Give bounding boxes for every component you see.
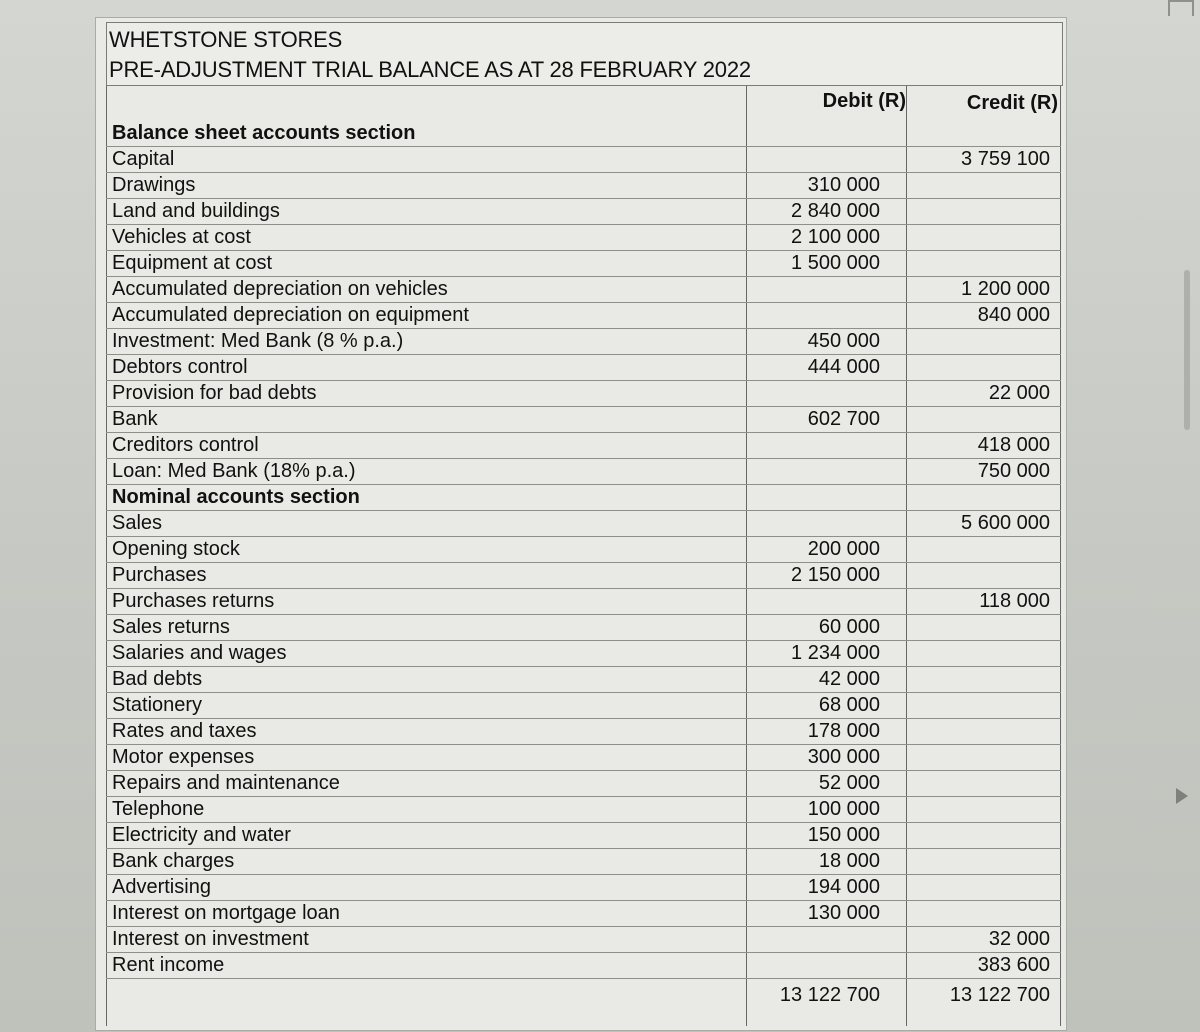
title-block — [106, 22, 1063, 86]
row-debit-value: 444 000 — [807, 356, 880, 378]
row-label: Land and buildings — [112, 200, 280, 222]
row-credit-value: 418 000 — [977, 434, 1050, 456]
row-label: Balance sheet accounts section — [112, 122, 416, 144]
debit-column-header: Debit (R) — [822, 90, 906, 112]
row-debit-value: 52 000 — [818, 772, 880, 794]
total-credit: 13 122 700 — [949, 984, 1050, 1006]
row-debit-value: 1 234 000 — [791, 642, 880, 664]
trial-balance-grid — [106, 86, 1061, 1028]
row-label: Rates and taxes — [112, 720, 257, 742]
row-debit-value: 100 000 — [807, 798, 880, 820]
row-label: Purchases — [112, 564, 207, 586]
next-arrow-icon[interactable] — [1176, 788, 1188, 804]
row-label: Investment: Med Bank (8 % p.a.) — [112, 330, 404, 352]
row-debit-value: 42 000 — [818, 668, 880, 690]
table-row — [106, 406, 1061, 433]
row-label: Creditors control — [112, 434, 259, 456]
table-row — [106, 120, 1061, 147]
row-debit-value: 150 000 — [807, 824, 880, 846]
row-credit-value: 118 000 — [979, 590, 1050, 612]
table-row — [106, 900, 1061, 927]
row-credit-value: 1 200 000 — [961, 278, 1050, 300]
table-row — [106, 692, 1061, 719]
table-row — [106, 822, 1061, 849]
table-row — [106, 198, 1061, 225]
report-title: PRE-ADJUSTMENT TRIAL BALANCE AS AT 28 FEBRUARY 2022 — [109, 57, 751, 82]
row-debit-value: 1 500 000 — [791, 252, 880, 274]
row-debit-value: 602 700 — [807, 408, 880, 430]
row-label: Repairs and maintenance — [112, 772, 340, 794]
row-label: Accumulated depreciation on vehicles — [112, 278, 448, 300]
row-debit-value: 300 000 — [807, 746, 880, 768]
row-credit-value: 5 600 000 — [961, 512, 1050, 534]
table-row — [106, 172, 1061, 199]
table-row — [106, 562, 1061, 589]
row-debit-value: 18 000 — [818, 850, 880, 872]
totals-row — [106, 984, 1061, 1010]
vertical-scrollbar[interactable] — [1184, 270, 1190, 430]
row-label: Salaries and wages — [112, 642, 287, 664]
row-label: Nominal accounts section — [112, 486, 360, 508]
row-label: Interest on mortgage loan — [112, 902, 340, 924]
window-control-icon[interactable] — [1168, 0, 1194, 16]
table-row — [106, 926, 1061, 953]
table-row — [106, 432, 1061, 459]
table-row — [106, 536, 1061, 563]
total-debit: 13 122 700 — [779, 984, 880, 1006]
row-debit-value: 68 000 — [818, 694, 880, 716]
row-debit-value: 310 000 — [807, 174, 880, 196]
row-debit-value: 60 000 — [818, 616, 880, 638]
credit-column-header: Credit (R) — [966, 92, 1058, 114]
row-credit-value: 22 000 — [988, 382, 1050, 404]
row-credit-value: 750 000 — [977, 460, 1050, 482]
table-row — [106, 276, 1061, 303]
row-label: Equipment at cost — [112, 252, 273, 274]
row-label: Capital — [112, 148, 175, 170]
row-debit-value: 450 000 — [807, 330, 880, 352]
table-row — [106, 848, 1061, 875]
table-row — [106, 718, 1061, 745]
row-debit-value: 2 840 000 — [791, 200, 880, 222]
row-label: Electricity and water — [112, 824, 291, 846]
row-credit-value: 3 759 100 — [961, 148, 1050, 170]
row-label: Sales — [112, 512, 163, 534]
row-label: Opening stock — [112, 538, 240, 560]
table-row — [106, 770, 1061, 797]
table-row — [106, 354, 1061, 381]
table-row — [106, 640, 1061, 667]
row-label: Rent income — [112, 954, 225, 976]
row-label: Purchases returns — [112, 590, 275, 612]
row-debit-value: 2 150 000 — [791, 564, 880, 586]
table-row — [106, 796, 1061, 823]
row-credit-value: 383 600 — [977, 954, 1050, 976]
trial-balance-sheet — [96, 18, 1066, 1030]
row-label: Stationery — [112, 694, 203, 716]
table-row — [106, 744, 1061, 771]
table-row — [106, 224, 1061, 251]
row-label: Sales returns — [112, 616, 230, 638]
row-debit-value: 200 000 — [807, 538, 880, 560]
row-debit-value: 130 000 — [807, 902, 880, 924]
row-label: Loan: Med Bank (18% p.a.) — [112, 460, 356, 482]
table-row — [106, 302, 1061, 329]
table-row — [106, 484, 1061, 511]
table-row — [106, 588, 1061, 615]
table-row — [106, 380, 1061, 407]
row-label: Bank — [112, 408, 158, 430]
company-name: WHETSTONE STORES — [109, 27, 343, 52]
row-credit-value: 840 000 — [977, 304, 1050, 326]
row-label: Drawings — [112, 174, 196, 196]
table-row — [106, 250, 1061, 277]
row-label: Interest on investment — [112, 928, 309, 950]
row-debit-value: 178 000 — [807, 720, 880, 742]
table-row — [106, 952, 1061, 979]
row-label: Motor expenses — [112, 746, 255, 768]
row-label: Accumulated depreciation on equipment — [112, 304, 469, 326]
table-row — [106, 510, 1061, 537]
table-row — [106, 146, 1061, 173]
row-label: Telephone — [112, 798, 205, 820]
row-debit-value: 194 000 — [807, 876, 880, 898]
row-label: Provision for bad debts — [112, 382, 317, 404]
table-row — [106, 874, 1061, 901]
row-label: Advertising — [112, 876, 211, 898]
row-label: Debtors control — [112, 356, 248, 378]
row-label: Bad debts — [112, 668, 203, 690]
row-debit-value: 2 100 000 — [791, 226, 880, 248]
row-credit-value: 32 000 — [988, 928, 1050, 950]
table-row — [106, 614, 1061, 641]
table-row — [106, 666, 1061, 693]
row-label: Vehicles at cost — [112, 226, 251, 248]
row-label: Bank charges — [112, 850, 235, 872]
table-row — [106, 328, 1061, 355]
table-row — [106, 458, 1061, 485]
